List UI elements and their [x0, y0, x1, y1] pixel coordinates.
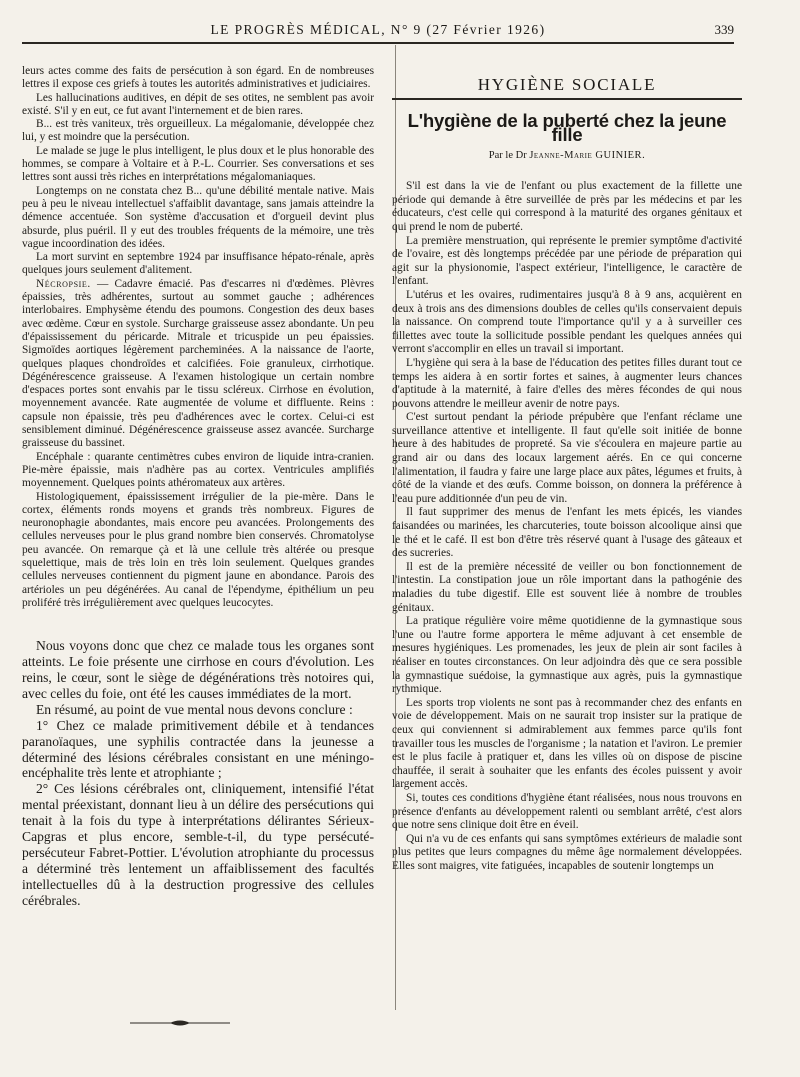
byline [392, 149, 742, 162]
paragraph: Histologiquement, épaississement irrégulier de la pie-mère. Dans le cortex, éléments ronds moyens et grands très nombreux. Figures de neuronophagie abondantes, mais encore peu avancées. Prolongements des cellules nerveuses pour le plus grand nombre bien conservés. Chromatolyse peu avancée. On remarque çà et là une cellule très altérée ou presque squelettique, mais de très loin en très loin seulement. Quelques grandes cellules nerveuses contiennent du pigment jaune en abondance. Parois des artérioles un peu dégénérées. Au canal de l'épendyme, épithélium un peu proliféré très irrégulièrement avec quelques leucocytes. [22, 490, 374, 609]
paragraph: La première menstruation, qui représente le premier symptôme d'activité de l'ovaire, est dès longtemps précédée par une période de préparation qui agit sur la physionomie, l'aspect extérieur, l'intelligence, le caractère de l'enfant. [392, 234, 742, 288]
necropsie-paragraph [22, 278, 374, 451]
paragraph: S'il est dans la vie de l'enfant ou plus exactement de la fillette une période qui demande à être surveillée de près par les médecins et par les éducateurs, c'est celle qui correspond à la maturité des organes génitaux et qui prend le nom de puberté. [392, 180, 742, 233]
paragraph: Qui n'a vu de ces enfants qui sans symptômes extérieurs de maladie sont plus petites que leurs compagnes du même âge normalement développées. Elles sont maigres, vite fatiguées, incapables de soutenir longtemps un [392, 832, 742, 872]
journal-title: LE PROGRÈS MÉDICAL, N° 9 (27 Février 1926) [210, 22, 546, 37]
paragraph: L'hygiène qui sera à la base de l'éducation des petites filles durant tout ce temps les aidera à en sortir fortes et saines, à augmenter leurs chances d'aptitude à la maternité, à faire d'elles des mères fécondes de qui nous pouvons attendre le meilleur avenir de notre pays. [392, 356, 742, 410]
running-header [22, 20, 734, 44]
paragraph: B... est très vaniteux, très orgueilleux. La mégalomanie, développée chez lui, y est moindre que la persécution. [22, 118, 374, 144]
section-title: HYGIÈNE SOCIALE [392, 78, 742, 100]
paragraph: La pratique régulière voire même quotidienne de la gymnastique sous l'une ou l'autre forme apportera le même adjuvant à cet ensemble de mesures hygiéniques. Les promenades, les jeux de plein air sont faciles à réaliser en toutes circonstances. On leur adjoindra dès que ce sera possible la gymnastique suédoise, la gymnastique aux agrès, puis la gymnastique rythmique. [392, 615, 742, 696]
article-title: L'hygiène de la puberté chez la jeune fille [407, 110, 727, 145]
conclusion-paragraph: Nous voyons donc que chez ce malade tous les organes sont atteints. Le foie présente une cirrhose en cours d'évolution. Les reins, le cœur, sont le siège de dégénérations très notoires qui, avec celles du foie, ont été les causes immédiates de la mort. [22, 638, 374, 701]
paragraph: Encéphale : quarante centimètres cubes environ de liquide intra-cranien. Pie-mère épaissie, mais n'adhère pas au cortex. Ventricules amplifiés moyennement. Quelques points athéromateux aux artères. [22, 450, 374, 490]
byline-prefix: Par le Dr [488, 149, 527, 161]
conclusion-paragraph: 2° Ces lésions cérébrales ont, cliniquement, intensifié l'état mental préexistant, donnant lieu à un délire des persécutions qui tenait à la fois du type à interprétations délirantes Sérieux-Capgras et plus encore, semble-t-il, du type persécuté-persécuteur Fabret-Pottier. L'évolution atrophiante du processus a déterminé très lentement un affaiblissement des facultés intellectuelles dû à la destruction progressive des cellules cérébrales. [22, 781, 374, 908]
article-body [392, 180, 742, 873]
paragraph: Longtemps on ne constata chez B... qu'une débilité mentale native. Mais peu à peu le niveau intellectuel s'affaiblit davantage, sans jamais atteindre la démence accentuée. Son système d'accusation et d'orgueil devint plus absurde, plus puéril. Il y eut des troubles fréquents de la mémoire, une très vague incoordination des idées. [22, 184, 374, 250]
paragraph: C'est surtout pendant la période prépubère que l'enfant réclame une surveillance attentive et intelligente. Il faut qu'elle soit initiée de bonne heure à des habitudes de propreté. Sa vie s'écoulera en majeure partie au grand air ou dans des locaux largement aérés. En ce qui concerne l'alimentation, il faudra y faire une large place aux pâtes, légumes et fruits, à côté de la viande et des œufs. Comme boisson, on donnera la préférence à l'eau pure additionnée d'un peu de vin. [392, 411, 742, 505]
paragraph: Le malade se juge le plus intelligent, le plus doux et le plus honorable des hommes, se compare à Voltaire et à P.-L. Courrier. Ses conversations et ses lettres sont aussi très riches en interprétations mégalomaniaques. [22, 144, 374, 184]
left-column [22, 65, 374, 909]
end-ornament [130, 1018, 230, 1028]
paragraph: Il faut supprimer des menus de l'enfant les mets épicés, les viandes faisandées ou marinées, les charcuteries, toute boisson alcoolique ainsi que le thé et le café. Il est bon d'être très réservé quant à l'usage des gâteaux et des sucreries. [392, 506, 742, 560]
paragraph: L'utérus et les ovaires, rudimentaires jusqu'à 8 à 9 ans, acquièrent en deux à trois ans des dimensions doubles de celles qu'ils conservaient depuis la naissance. On comprend toute l'importance qu'il y a à surveiller ces fillettes avec toute la sollicitude possible pendant les quelques années qui verront s'accomplir en elles un travail si important. [392, 288, 742, 356]
paragraph: Si, toutes ces conditions d'hygiène étant réalisées, nous nous trouvons en présence d'enfants au développement ralenti ou semblant arrêté, c'est alors que notre sens clinique doit être en éveil. [392, 791, 742, 832]
paragraph: Il est de la première nécessité de veiller ou bon fonctionnement de l'intestin. La constipation joue un rôle important dans la pathogénie des maladies du tube digestif. Elle est souvent liée à nombre de troubles génitaux. [392, 560, 742, 614]
paragraph: Les sports trop violents ne sont pas à recommander chez des enfants en voie de développement. Mais on ne saurait trop insister sur la pratique de ceux qui conviennent si admirablement aux femmes parce qu'ils font travailler tous les muscles de l'organisme ; la natation et l'aviron. Le premier est le plus facile à pratiquer et, dans les villes où on dispose de piscine chauffée, il serait à souhaiter que les enfants des écoles puissent y avoir largement accès. [392, 696, 742, 791]
right-column [392, 75, 742, 873]
paragraph: La mort survint en septembre 1924 par insuffisance hépato-rénale, après quelques jours seulement d'alitement. [22, 251, 374, 277]
conclusion-paragraph: En résumé, au point de vue mental nous devons conclure : [36, 701, 353, 717]
page-number: 339 [714, 22, 734, 37]
paragraph: leurs actes comme des faits de persécution à son égard. En de nombreuses lettres il expose ces griefs à toutes les autorités administratives et judiciaires. [22, 65, 374, 91]
necropsie-text: — Cadavre émacié. Pas d'escarres ni d'œdèmes. Plèvres épaissies, très adhérentes, surtout au sommet gauche ; adhérences interlobaires. Emphysème étendu des poumons. Congestion des deux bases avec œdème. Cœur en systole. Surcharge graisseuse assez abondante. Un peu d'épaississement du péricarde. Mitrale et tricuspide un peu épaissies. Sigmoïdes aortiques légèrement parcheminées. A la naissance de l'aorte, quelques plaques chondroïdes et calcifiées. Foie granuleux, cirrhotique. Dégénérescence graisseuse. A l'examen histologique un certain nombre d'espaces portes sont envahis par le tissu scléreux. Cirrhose en évolution, moyennement avancée. Rate augmentée de volume et diffluente. Reins : capsule non épaissie, très peu d'adhérences avec le cortex. Celui-ci est sensiblement diminué. Dégénérescence graisseuse assez avancée. Surcharge graisseuse du bassinet. [22, 277, 374, 450]
necropsie-label: Nécropsie. [36, 277, 91, 290]
paragraph: Les hallucinations auditives, en dépit de ses otites, ne semblent pas avoir existé. S'il y en eut, ce fut avant l'internement et de bien rares. [22, 91, 374, 117]
author-name: Jeanne-Marie GUINIER. [529, 149, 646, 161]
conclusion-paragraph: 1° Chez ce malade primitivement débile et à tendances paranoïaques, une syphilis contractée dans la jeunesse a déterminé des lésions cérébrales consistant en une méningo-encéphalite très lente et atrophiante ; [22, 717, 374, 781]
